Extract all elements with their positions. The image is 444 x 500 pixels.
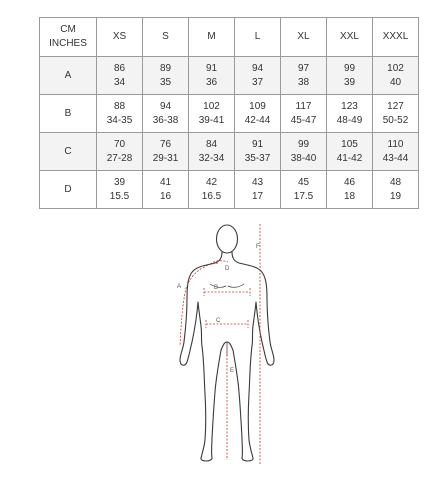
table-row xyxy=(40,57,419,95)
cm-value: 42 xyxy=(205,176,218,188)
inch-value: 17.5 xyxy=(293,190,314,202)
table-cell xyxy=(281,171,327,209)
inch-value: 19 xyxy=(389,190,402,202)
table-cell xyxy=(235,171,281,209)
inch-value: 40 xyxy=(389,76,402,88)
size-header: S xyxy=(143,18,189,57)
cm-value: 105 xyxy=(341,138,358,150)
table-cell xyxy=(189,171,235,209)
inch-value: 39-41 xyxy=(198,114,225,126)
body-measurement-diagram xyxy=(160,216,290,468)
inch-value: 48-49 xyxy=(336,114,363,126)
label-f: F xyxy=(256,244,260,250)
inch-value: 32-34 xyxy=(198,152,225,164)
cm-value: 117 xyxy=(295,100,312,112)
inch-value: 41-42 xyxy=(336,152,363,164)
table-cell xyxy=(373,171,419,209)
cm-value: 86 xyxy=(113,62,126,74)
cm-value: 91 xyxy=(205,62,218,74)
table-row xyxy=(40,95,419,133)
inch-value: 34-35 xyxy=(106,114,133,126)
inch-value: 37 xyxy=(251,76,264,88)
table-cell xyxy=(281,133,327,171)
table-row xyxy=(40,133,419,171)
inch-value: 45-47 xyxy=(290,114,317,126)
table-cell xyxy=(327,57,373,95)
cm-value: 109 xyxy=(249,100,266,112)
label-e: E xyxy=(230,368,235,374)
table-cell xyxy=(281,57,327,95)
inch-value: 38 xyxy=(297,76,310,88)
size-header: M xyxy=(189,18,235,57)
cm-value: 46 xyxy=(343,176,356,188)
measurement-label: B xyxy=(40,95,97,133)
cm-value: 102 xyxy=(387,62,404,74)
table-cell xyxy=(281,95,327,133)
table-cell xyxy=(97,171,143,209)
table-row xyxy=(40,171,419,209)
inch-value: 39 xyxy=(343,76,356,88)
unit-corner-cell xyxy=(40,18,97,57)
inch-value: 35 xyxy=(159,76,172,88)
table-cell xyxy=(327,171,373,209)
label-d: D xyxy=(225,266,230,272)
unit-label: CM xyxy=(60,24,76,35)
cm-value: 45 xyxy=(297,176,310,188)
table-cell xyxy=(373,57,419,95)
cm-value: 48 xyxy=(389,176,402,188)
table-cell xyxy=(189,57,235,95)
table-cell xyxy=(97,57,143,95)
cm-value: 99 xyxy=(297,138,310,150)
measurement-label: A xyxy=(40,57,97,95)
size-header: L xyxy=(235,18,281,57)
table-cell xyxy=(189,95,235,133)
table-cell xyxy=(143,133,189,171)
cm-value: 39 xyxy=(113,176,126,188)
table-cell xyxy=(235,133,281,171)
table-cell xyxy=(97,133,143,171)
cm-value: 88 xyxy=(113,100,126,112)
cm-value: 102 xyxy=(203,100,220,112)
cm-value: 70 xyxy=(113,138,126,150)
table-cell xyxy=(327,95,373,133)
inch-value: 17 xyxy=(251,190,264,202)
label-b: B xyxy=(214,285,219,291)
unit-label: INCHES xyxy=(49,38,87,49)
inch-value: 50-52 xyxy=(382,114,409,126)
cm-value: 94 xyxy=(159,100,172,112)
cm-value: 41 xyxy=(159,176,172,188)
measurement-label: D xyxy=(40,171,97,209)
table-cell xyxy=(143,95,189,133)
size-chart-table xyxy=(39,17,419,209)
table-cell xyxy=(235,57,281,95)
inch-value: 29-31 xyxy=(152,152,179,164)
table-cell xyxy=(373,133,419,171)
cm-value: 89 xyxy=(159,62,172,74)
cm-value: 76 xyxy=(159,138,172,150)
inch-value: 42-44 xyxy=(244,114,271,126)
label-c: C xyxy=(216,318,221,324)
table-cell xyxy=(327,133,373,171)
size-header: XL xyxy=(281,18,327,57)
inch-value: 18 xyxy=(343,190,356,202)
inch-value: 36 xyxy=(205,76,218,88)
cm-value: 84 xyxy=(205,138,218,150)
inch-value: 43-44 xyxy=(382,152,409,164)
size-header: XS xyxy=(97,18,143,57)
table-cell xyxy=(143,171,189,209)
inch-value: 38-40 xyxy=(290,152,317,164)
label-a: A xyxy=(177,284,182,290)
table-header-row xyxy=(40,18,419,57)
table-cell xyxy=(235,95,281,133)
inch-value: 36-38 xyxy=(152,114,179,126)
cm-value: 123 xyxy=(341,100,358,112)
inch-value: 34 xyxy=(113,76,126,88)
table-cell xyxy=(97,95,143,133)
measurement-label: C xyxy=(40,133,97,171)
inch-value: 16.5 xyxy=(201,190,222,202)
inch-value: 15.5 xyxy=(109,190,130,202)
inch-value: 27-28 xyxy=(106,152,133,164)
cm-value: 43 xyxy=(251,176,264,188)
cm-value: 99 xyxy=(343,62,356,74)
cm-value: 94 xyxy=(251,62,264,74)
size-header: XXXL xyxy=(373,18,419,57)
cm-value: 110 xyxy=(387,138,404,150)
size-header: XXL xyxy=(327,18,373,57)
inch-value: 16 xyxy=(159,190,172,202)
inch-value: 35-37 xyxy=(244,152,271,164)
table-cell xyxy=(143,57,189,95)
cm-value: 91 xyxy=(251,138,264,150)
cm-value: 127 xyxy=(387,100,404,112)
table-cell xyxy=(373,95,419,133)
cm-value: 97 xyxy=(297,62,310,74)
table-cell xyxy=(189,133,235,171)
